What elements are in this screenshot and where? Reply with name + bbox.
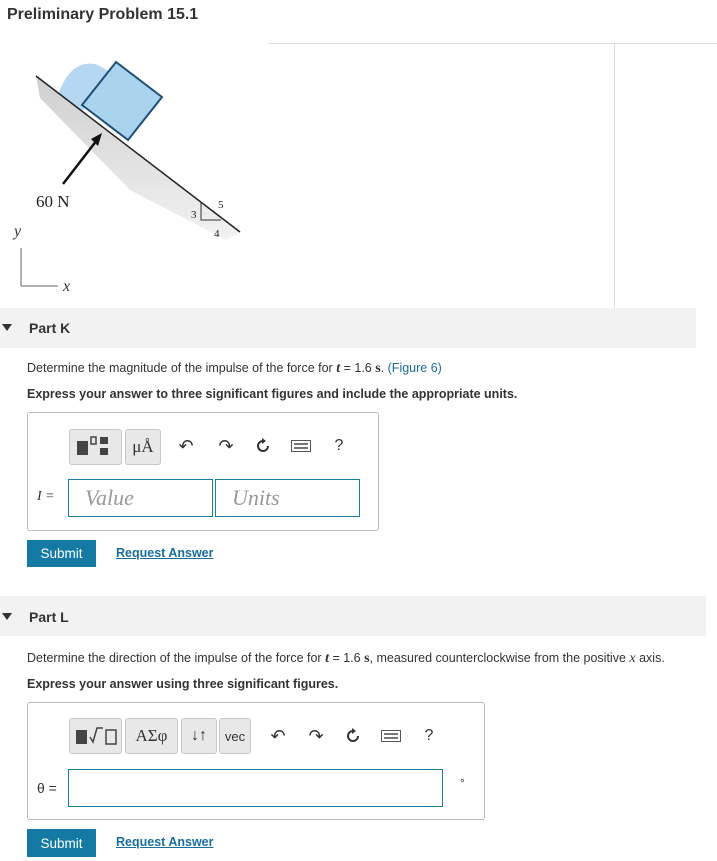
- question-text: Determine the direction of the impulse of the force for: [27, 651, 322, 665]
- t-value: = 1.6: [343, 361, 372, 375]
- theta-variable-label: θ =: [37, 780, 57, 796]
- templates-button[interactable]: [69, 429, 122, 465]
- value-input[interactable]: Value: [68, 479, 213, 517]
- templates-button[interactable]: [69, 718, 122, 754]
- help-icon[interactable]: ?: [424, 727, 434, 744]
- greek-symbols-button[interactable]: ΑΣφ: [125, 718, 178, 754]
- t-variable: t: [325, 651, 329, 666]
- question-text: Determine the magnitude of the impulse of the force for: [27, 361, 333, 375]
- force-label: 60 N: [36, 192, 70, 211]
- part-l-request-answer-link[interactable]: Request Answer: [116, 835, 214, 849]
- degree-unit: °: [460, 776, 465, 790]
- part-k-submit-button[interactable]: Submit: [27, 540, 96, 567]
- figure-panel-divider: [614, 43, 615, 308]
- part-k-request-answer-link[interactable]: Request Answer: [116, 546, 214, 560]
- units-button[interactable]: μÅ: [125, 429, 161, 465]
- part-k-label: Part K: [29, 320, 71, 336]
- question-suffix: , measured counterclockwise from the positive: [369, 651, 626, 665]
- undo-icon[interactable]: ↶: [270, 725, 286, 746]
- triangle-label-3: 3: [191, 209, 197, 221]
- header-divider: [268, 43, 717, 44]
- part-l-instruction: Express your answer using three significant figures.: [27, 677, 339, 691]
- sort-arrows-button[interactable]: ↓↑: [181, 718, 217, 754]
- figure-link[interactable]: (Figure 6): [387, 361, 442, 375]
- reset-icon[interactable]: [253, 436, 273, 456]
- part-l-question: [27, 651, 665, 667]
- force-arrow-shaft: [63, 140, 97, 184]
- axis-variable: x: [629, 651, 636, 666]
- collapse-caret-icon[interactable]: [2, 613, 12, 620]
- part-k-question: Determine the magnitude of the impulse of the force for t = 1.6 s. (Figure 6): [27, 361, 442, 376]
- impulse-variable-label: I =: [37, 489, 55, 504]
- part-k-instruction: Express your answer to three significant figures and include the appropriate units.: [27, 387, 518, 401]
- axis-y-label: y: [14, 223, 22, 240]
- t-unit: s: [364, 651, 370, 666]
- axis-x-label: x: [63, 278, 71, 295]
- vector-button[interactable]: vec: [219, 718, 251, 754]
- part-l-header[interactable]: [0, 596, 706, 636]
- redo-icon[interactable]: ↷: [308, 725, 324, 746]
- templates-icon: [75, 725, 117, 747]
- part-l-submit-button[interactable]: Submit: [27, 829, 96, 857]
- axis-word: axis.: [639, 651, 665, 665]
- part-k-header[interactable]: [0, 308, 696, 348]
- triangle-label-5: 5: [218, 199, 224, 211]
- keyboard-icon[interactable]: [290, 438, 312, 454]
- t-value: = 1.6: [332, 651, 361, 665]
- triangle-label-4: 4: [214, 228, 220, 240]
- problem-figure: [0, 40, 270, 300]
- collapse-caret-icon[interactable]: [2, 324, 12, 331]
- t-unit: s: [375, 361, 381, 376]
- redo-icon[interactable]: ↷: [218, 435, 234, 456]
- t-variable: t: [336, 361, 341, 376]
- undo-icon[interactable]: ↶: [178, 435, 194, 456]
- help-icon[interactable]: ?: [334, 437, 344, 454]
- problem-title: Preliminary Problem 15.1: [7, 6, 199, 23]
- templates-icon: [76, 436, 116, 458]
- units-input[interactable]: Units: [215, 479, 360, 517]
- keyboard-icon[interactable]: [380, 728, 402, 744]
- angle-input[interactable]: [68, 769, 443, 807]
- reset-icon[interactable]: [343, 726, 363, 746]
- part-l-label: Part L: [29, 609, 69, 625]
